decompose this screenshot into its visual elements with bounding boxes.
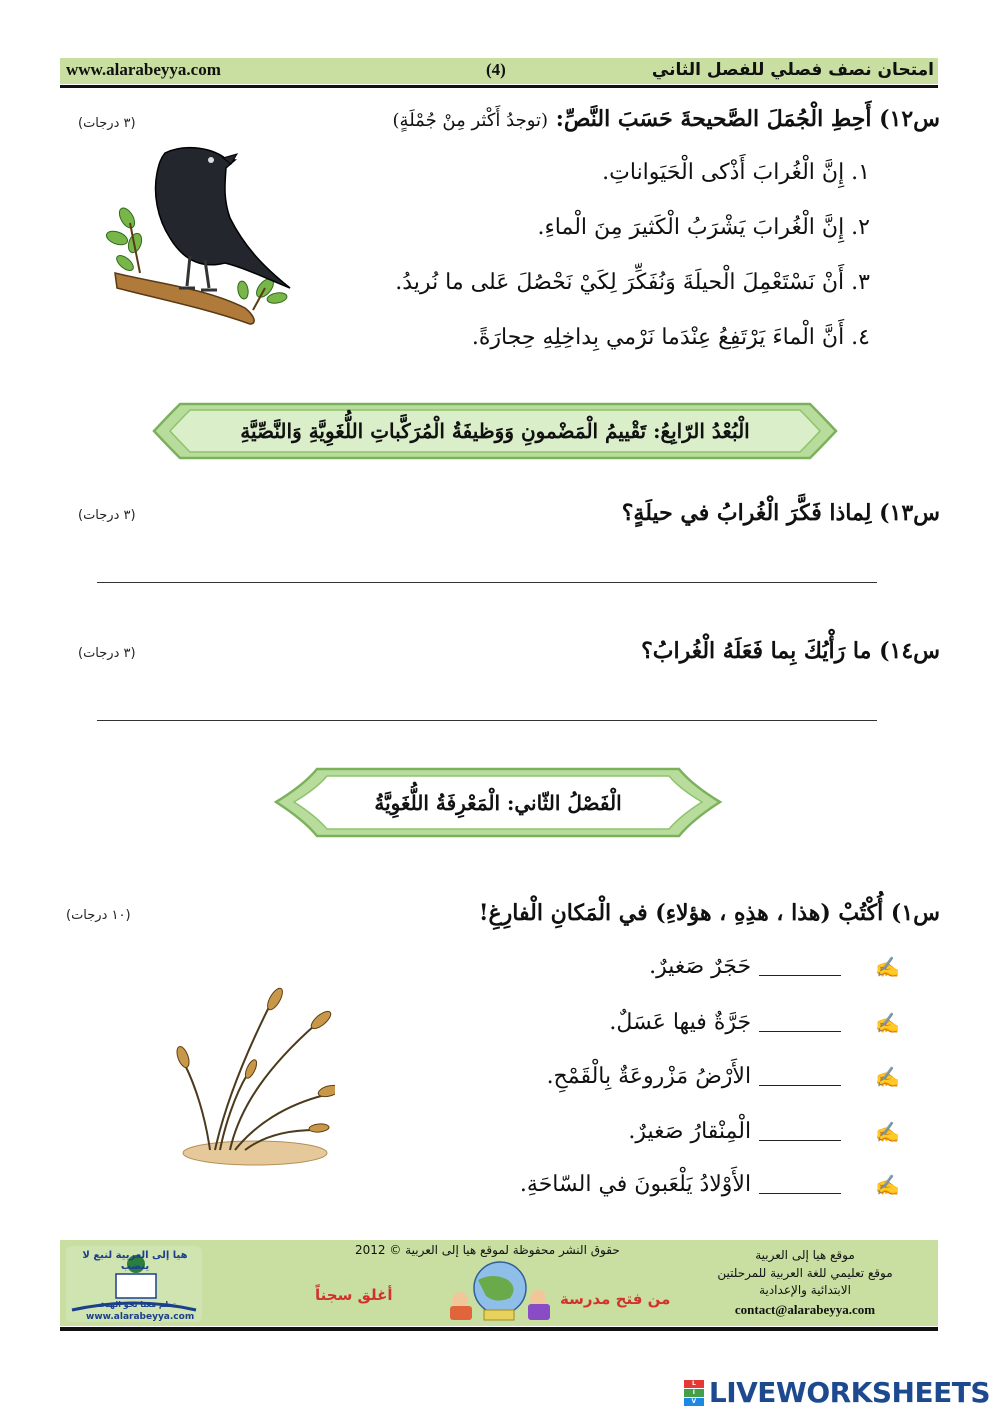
- q1-row-3: [547, 1064, 900, 1089]
- q1-blank-2[interactable]: [759, 1013, 841, 1032]
- q13-points: (٣ درجات): [78, 508, 136, 523]
- liveworksheets-logo: [684, 1376, 990, 1409]
- q14-answer-line[interactable]: [97, 720, 877, 721]
- slogan-part-1: من فتح مدرسة: [560, 1290, 671, 1308]
- q1-sentence-1: حَجَرٌ صَغيرٌ.: [649, 954, 752, 979]
- crow-illustration: [105, 138, 295, 330]
- q12-points: (٣ درجات): [78, 116, 136, 131]
- q1-sentence-3: الأَرْضُ مَزْروعَةٌ بِالْقَمْحِ.: [546, 1064, 752, 1089]
- page-number: (4): [486, 60, 506, 79]
- q12-heading: س١٢) أَحِطِ الْجُمَلَ الصَّحيحةَ حَسَبَ النَّصِّ: (توجدُ أَكْثر مِنْ جُمْلَةٍ): [392, 106, 940, 132]
- copyright-notice: حقوق النشر محفوظة لموقع هيا إلى العربية © 2012: [355, 1243, 620, 1257]
- liveworksheets-text: LIVEWORKSHEETS: [708, 1376, 990, 1409]
- q14-heading: س١٤) ما رَأْيُكَ بِما فَعَلَهُ الْغُرابُ؟: [641, 638, 940, 664]
- header-site: www.alarabeyya.com: [66, 60, 221, 79]
- q12-option-1[interactable]: ١. إِنَّ الْغُرابَ أَذْكى الْحَيَواناتِ.: [602, 160, 870, 185]
- q1-row-2: [609, 1010, 900, 1035]
- q13-heading: س١٣) لِماذا فَكَّرَ الْغُرابُ في حيلَةٍ؟: [621, 500, 940, 526]
- q1-row-1: [649, 954, 900, 979]
- footer-rule: [60, 1327, 938, 1331]
- pencil-icon: ✍: [875, 1172, 900, 1197]
- q14-points: (٣ درجات): [78, 646, 136, 661]
- q12-note: (توجدُ أَكْثر مِنْ جُمْلَةٍ): [392, 110, 549, 131]
- q1-blank-1[interactable]: [759, 957, 841, 976]
- wheat-illustration: [175, 985, 335, 1170]
- q13-answer-line[interactable]: [97, 582, 877, 583]
- liveworksheets-box-icon: L I V: [684, 1380, 704, 1406]
- section-banner-4: [150, 400, 840, 462]
- exam-title: امتحان نصف فصلي للفصل الثاني: [651, 60, 934, 80]
- q1-heading: س١) أُكْتُبْ (هذا ، هذِهِ ، هؤلاءِ) في الْمَكانِ الْفارِغِ!: [478, 900, 940, 926]
- q1-sentence-2: جَرَّةٌ فيها عَسَلٌ.: [609, 1010, 752, 1035]
- pencil-icon: ✍: [875, 1064, 900, 1089]
- q1-row-5: [520, 1172, 900, 1197]
- q1-sentence-4: الْمِنْقارُ صَغيرٌ.: [628, 1119, 752, 1144]
- banner-1-text: الْبُعْدُ الرّابِعُ: تَقْييمُ الْمَضْمونِ وَوَظيفَةُ الْمُرَكَّباتِ اللُّغَوِيَّةِ وَالنَّصِّيَّةِ: [240, 419, 750, 443]
- logo-title: هيا إلى العربية لنبع لا ينضب: [82, 1250, 188, 1272]
- banner-2-text: الْفَصْلُ الثّاني: الْمَعْرِفَةُ اللُّغَوِيَّةُ: [374, 790, 622, 815]
- q1-points: (١٠ درجات): [66, 908, 131, 923]
- q12-option-3[interactable]: ٣. أَنْ نَسْتَعْمِلَ الْحيلَةَ وَنُفَكِّرَ لِكَيْ نَحْصُلَ عَلى ما نُريدُ.: [395, 270, 870, 295]
- section-banner-chapter-2: [272, 765, 724, 840]
- q1-sentence-5: الأَوْلادُ يَلْعَبونَ في السّاحَةِ.: [519, 1172, 752, 1197]
- q12-option-4[interactable]: ٤. أَنَّ الْماءَ يَرْتَفِعُ عِنْدَما نَرْمي بِداخِلِهِ حِجارَةً.: [471, 325, 870, 350]
- kids-globe-illustration: [438, 1258, 558, 1324]
- slogan-part-2: أغلق سجناً: [315, 1286, 393, 1304]
- logo-tagline: تعلم معنا نحو الهدف: [96, 1300, 176, 1309]
- q1-blank-5[interactable]: [759, 1175, 841, 1194]
- header-rule: [60, 85, 938, 88]
- q12-option-2[interactable]: ٢. إِنَّ الْغُرابَ يَشْرَبُ الْكَثيرَ مِنَ الْماءِ.: [537, 215, 870, 240]
- q1-row-4: [628, 1119, 900, 1144]
- contact-email[interactable]: contact@alarabeyya.com: [734, 1302, 876, 1317]
- footer-desc-1: موقع تعليمي للغة العربية للمرحلتين: [717, 1266, 893, 1280]
- logo-url: www.alarabeyya.com: [86, 1312, 195, 1322]
- pencil-icon: ✍: [875, 1119, 900, 1144]
- q1-blank-4[interactable]: [759, 1122, 841, 1141]
- pencil-icon: ✍: [875, 954, 900, 979]
- footer-site-name: موقع هيا إلى العربية: [755, 1248, 855, 1262]
- pencil-icon: ✍: [875, 1010, 900, 1035]
- footer-desc-2: الابتدائية والإعدادية: [759, 1283, 851, 1297]
- q1-blank-3[interactable]: [759, 1067, 841, 1086]
